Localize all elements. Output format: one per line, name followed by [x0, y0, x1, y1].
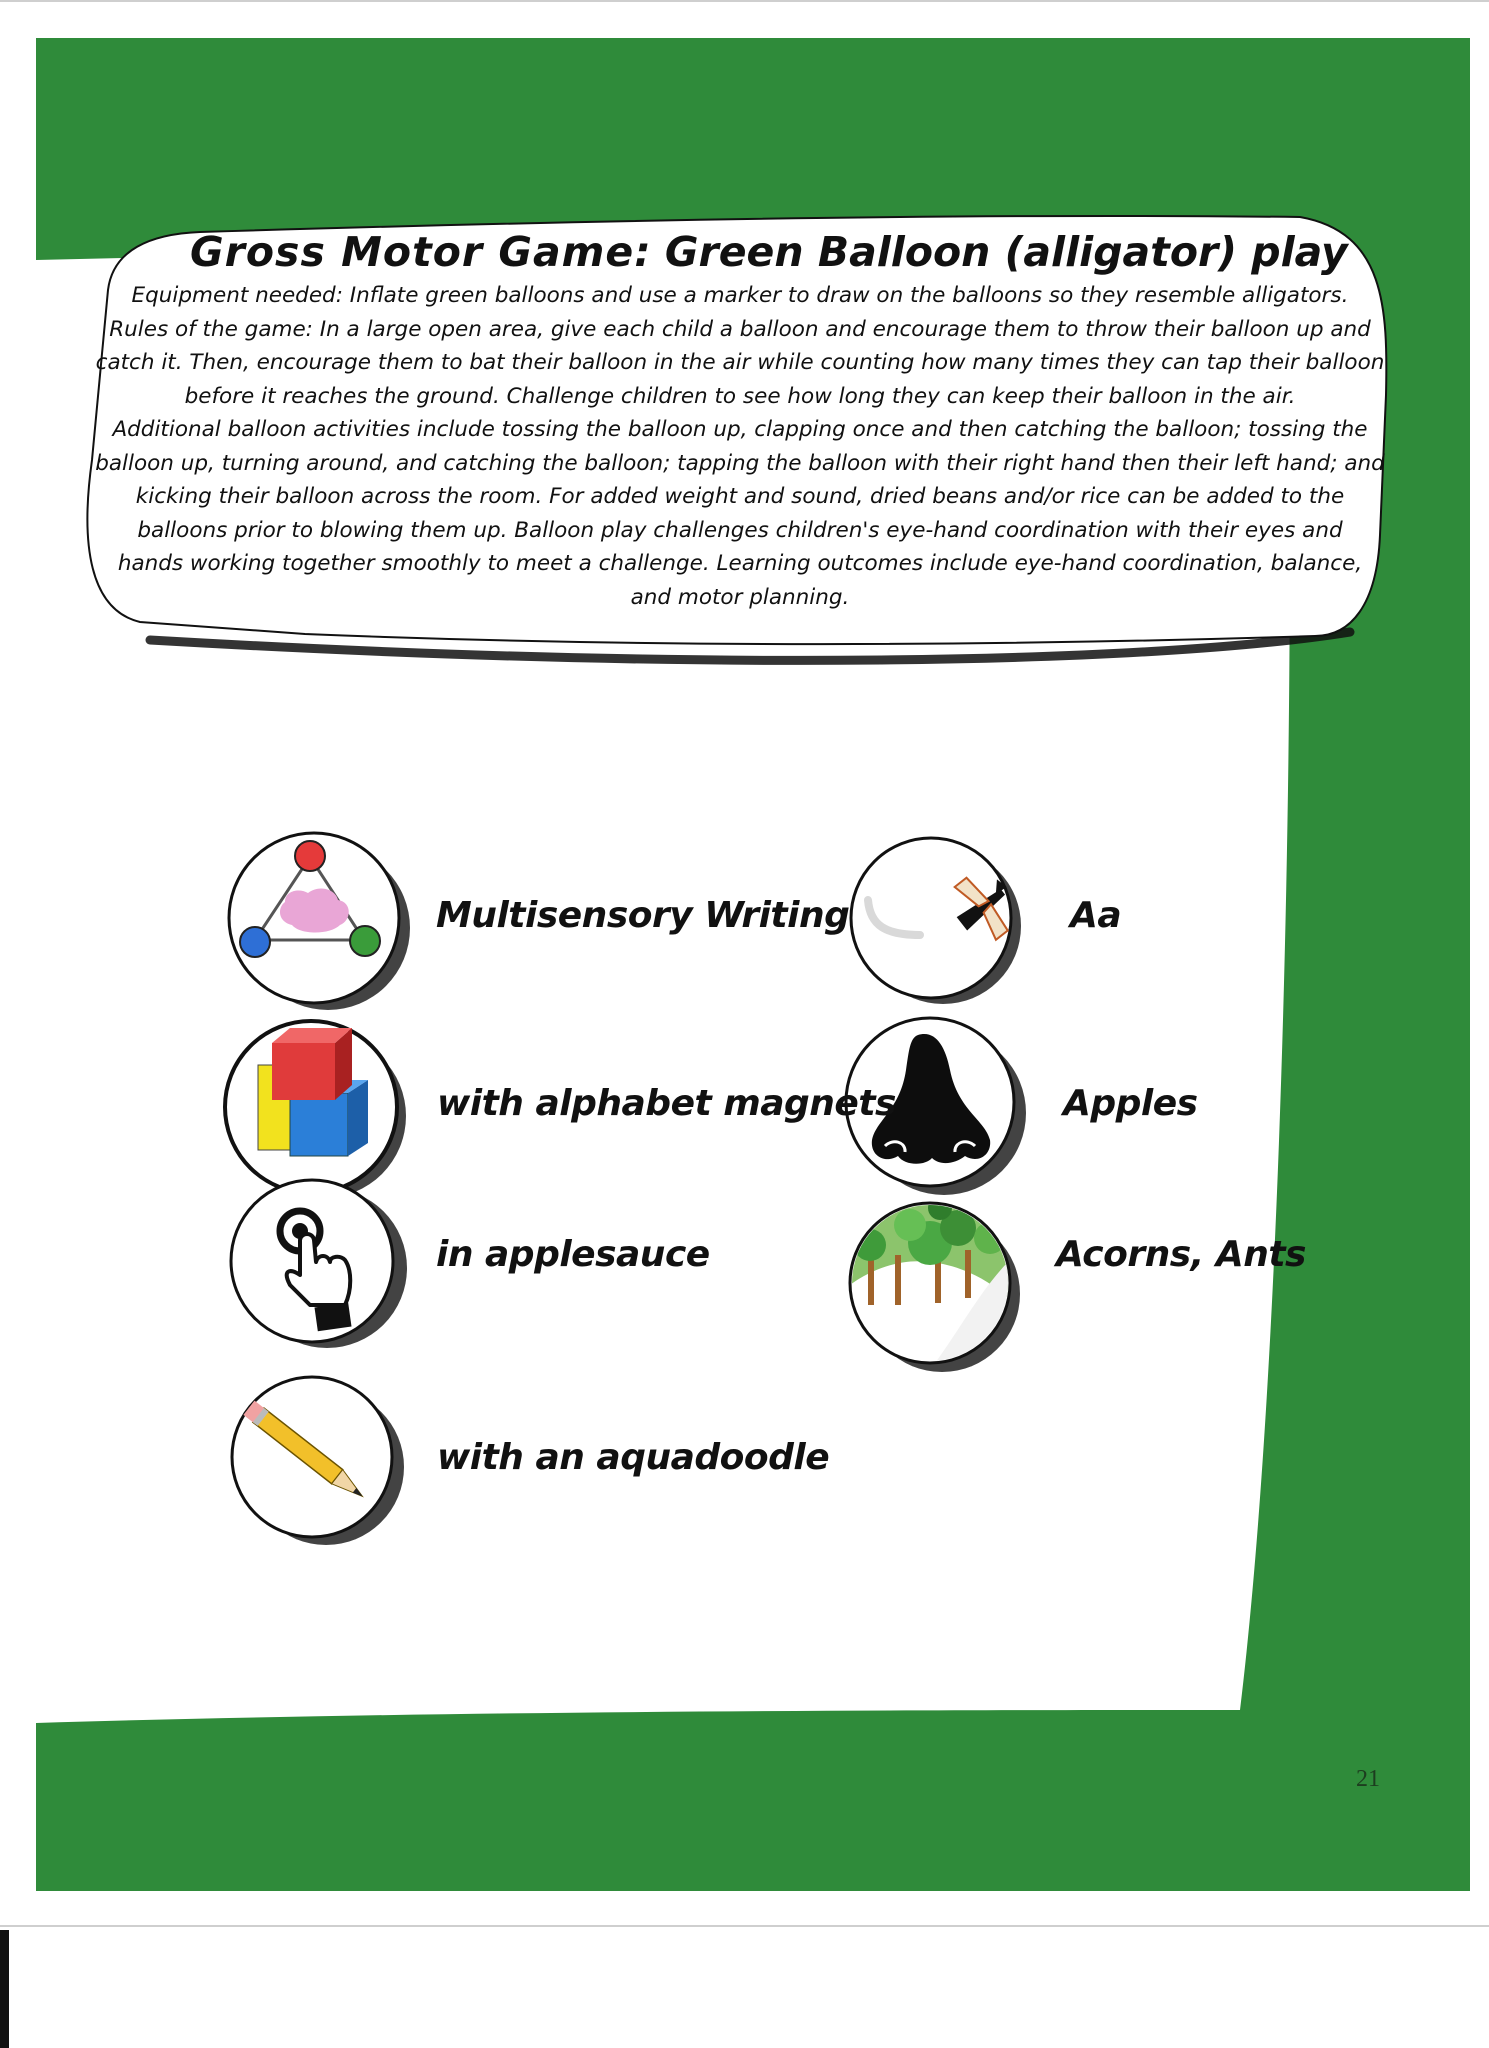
scan-edge-mark — [0, 1930, 9, 2048]
description-line: kicking their balloon across the room. For added weight and sound, dried beans and/or rice can be added to the — [135, 484, 1345, 509]
activity-label-alphabet-magnets: with alphabet magnets — [437, 1083, 896, 1124]
activity-label-acorns-ants: Acorns, Ants — [1056, 1234, 1306, 1275]
blocks-icon — [225, 1021, 406, 1198]
game-title-bold: Gross Motor Game — [190, 228, 635, 276]
description-line: before it reaches the ground. Challenge children to see how long they can keep their balloon in the air. — [184, 383, 1296, 409]
brain-triangle-icon — [229, 833, 410, 1010]
touch-hand-icon — [231, 1180, 407, 1348]
description-line: and motor planning. — [630, 584, 850, 610]
activity-label-applesauce: in applesauce — [436, 1234, 710, 1275]
description-line: Additional balloon activities include tossing the balloon up, clapping once and then catching the balloon; tossing the — [112, 417, 1368, 442]
description-line: Equipment needed: Inflate green balloons and use a marker to draw on the balloons so they resemble alligators. — [131, 283, 1349, 308]
activity-label-apples: Apples — [1063, 1083, 1198, 1124]
bottom-scan-edge — [0, 1925, 1489, 1927]
airplane-icon — [851, 838, 1028, 1004]
game-title-rest: : Green Balloon (alligator) play — [634, 228, 1348, 276]
description-line: balloons prior to blowing them up. Balloon play challenges children's eye-hand coordination with their eyes and — [137, 517, 1343, 543]
description-line: Rules of the game: In a large open area, give each child a balloon and encourage them to throw their balloon up and — [109, 316, 1371, 342]
trees-icon — [850, 1196, 1020, 1372]
activity-label-multisensory-writing: Multisensory Writing — [436, 895, 850, 936]
description-line: catch it. Then, encourage them to bat their balloon in the air while counting how many times they can tap their balloon — [95, 350, 1385, 375]
description-line: balloon up, turning around, and catching the balloon; tapping the balloon with their right hand then their left hand; and — [95, 450, 1385, 476]
activity-label-aquadoodle: with an aquadoodle — [437, 1437, 830, 1478]
activity-label-aa: Aa — [1070, 895, 1122, 936]
page-number: 21 — [1356, 1766, 1380, 1792]
pencil-icon — [232, 1377, 404, 1545]
description-line: hands working together smoothly to meet a challenge. Learning outcomes include eye-hand coordination, balance, — [117, 551, 1363, 576]
